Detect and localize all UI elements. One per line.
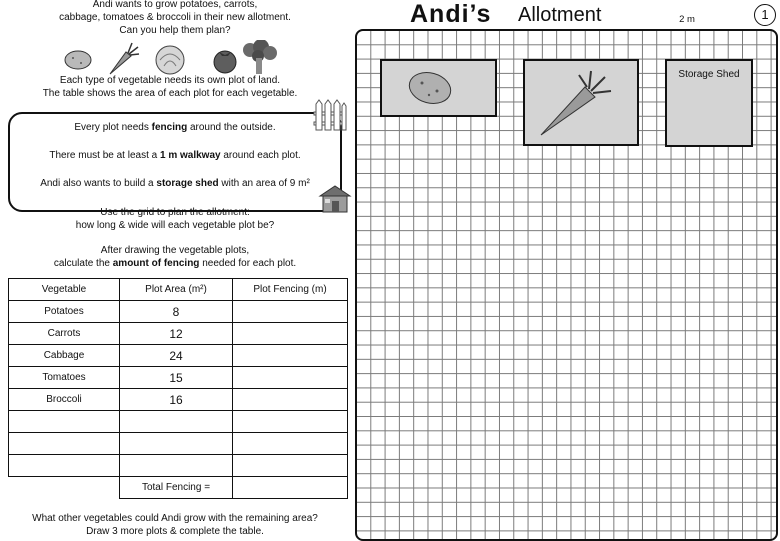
table-row	[9, 301, 348, 323]
page-title-name: Andi’s	[410, 0, 492, 28]
info-line-1: Each type of vegetable needs its own plot of land.	[59, 75, 281, 86]
intro-line-3: Can you help them plan?	[119, 25, 231, 36]
table-row	[9, 367, 348, 389]
cell-vegetable: Carrots	[9, 323, 120, 345]
cell-fencing-input[interactable]	[233, 367, 348, 389]
closing-line-1: What other vegetables could Andi grow with the remaining area?	[32, 513, 318, 524]
intro-line-1: Andi wants to grow potatoes, carrots,	[92, 0, 258, 10]
vegetable-icons	[60, 40, 300, 76]
rule-shed-post: with an area of 9 m²	[218, 178, 310, 189]
cell-vegetable: Broccoli	[9, 389, 120, 411]
total-fencing-label: Total Fencing =	[120, 477, 233, 499]
total-fencing-input[interactable]	[233, 477, 348, 499]
vegetable-table	[8, 278, 348, 499]
rule-fencing-post: around the outside.	[187, 122, 276, 133]
potato-plot[interactable]	[380, 59, 497, 117]
potato-icon	[382, 61, 495, 115]
cell-vegetable: Potatoes	[9, 301, 120, 323]
cell-area-input[interactable]	[120, 411, 233, 433]
cell-fencing-input[interactable]	[233, 433, 348, 455]
header-plot-fencing: Plot Fencing (m)	[233, 279, 348, 301]
cell-area: 15	[120, 367, 233, 389]
rule-walkway-pre: There must be at least a	[49, 150, 160, 161]
cell-fencing-input[interactable]	[233, 345, 348, 367]
cell-fencing-input[interactable]	[233, 411, 348, 433]
fence-hint-bold: amount of fencing	[112, 258, 200, 269]
rules-box	[8, 112, 342, 212]
rule-walkway-bold: 1 m walkway	[159, 150, 221, 161]
intro-line-2: cabbage, tomatoes & broccoli in their new allotment.	[59, 12, 291, 23]
cell-area: 12	[120, 323, 233, 345]
rule-fencing	[10, 122, 340, 133]
grid-hint-line-2: how long & wide will each vegetable plot be?	[75, 220, 275, 231]
cell-vegetable: Tomatoes	[9, 367, 120, 389]
tomato-icon	[214, 51, 236, 73]
carrot-icon	[110, 43, 139, 74]
carrot-icon	[525, 61, 637, 144]
cabbage-icon	[156, 46, 184, 74]
rule-shed-pre: Andi also wants to build a	[40, 178, 157, 189]
fence-icon	[312, 98, 348, 137]
cell-vegetable: Cabbage	[9, 345, 120, 367]
cell-vegetable-input[interactable]	[9, 411, 120, 433]
page-title-word: Allotment	[518, 4, 602, 26]
rule-fencing-pre: Every plot needs	[74, 122, 152, 133]
scale-label: 2 m	[679, 14, 695, 25]
rule-fencing-bold: fencing	[151, 122, 188, 133]
intro-text	[10, 0, 340, 37]
info-text	[10, 74, 330, 100]
carrot-plot[interactable]	[523, 59, 639, 146]
closing-line-2: Draw 3 more plots & complete the table.	[86, 526, 264, 537]
cell-area: 16	[120, 389, 233, 411]
broccoli-icon	[243, 40, 277, 74]
header-plot-area: Plot Area (m²)	[120, 279, 233, 301]
allotment-grid[interactable]	[355, 29, 778, 541]
cell-area: 8	[120, 301, 233, 323]
table-row-blank	[9, 411, 348, 433]
fence-hint	[10, 244, 340, 270]
cell-fencing-input[interactable]	[233, 323, 348, 345]
cell-vegetable-input[interactable]	[9, 455, 120, 477]
fence-hint-pre: calculate the	[53, 258, 113, 269]
table-row	[9, 389, 348, 411]
storage-shed-plot[interactable]	[665, 59, 753, 147]
fence-hint-post: needed for each plot.	[199, 258, 297, 269]
rule-walkway	[10, 150, 340, 161]
table-row-blank	[9, 455, 348, 477]
rule-shed	[10, 178, 340, 189]
header-vegetable: Vegetable	[9, 279, 120, 301]
table-row	[9, 323, 348, 345]
cell-area-input[interactable]	[120, 455, 233, 477]
cell-fencing-input[interactable]	[233, 301, 348, 323]
fence-hint-line-2	[10, 257, 340, 270]
table-row-blank	[9, 433, 348, 455]
cell-area-input[interactable]	[120, 433, 233, 455]
cell-fencing-input[interactable]	[233, 455, 348, 477]
grid-hint	[10, 206, 340, 232]
table-total-row	[9, 477, 348, 499]
closing-text	[10, 512, 340, 538]
rule-shed-bold: storage shed	[156, 178, 219, 189]
fence-hint-line-1: After drawing the vegetable plots,	[100, 245, 250, 256]
cell-vegetable-input[interactable]	[9, 433, 120, 455]
cell-fencing-input[interactable]	[233, 389, 348, 411]
storage-shed-label: Storage Shed	[678, 69, 740, 80]
page-number: 1	[754, 4, 776, 26]
potato-icon	[65, 51, 91, 69]
table-header-row	[9, 279, 348, 301]
rule-walkway-post: around each plot.	[220, 150, 301, 161]
cell-area: 24	[120, 345, 233, 367]
total-spacer	[9, 477, 120, 499]
table-row	[9, 345, 348, 367]
info-line-2: The table shows the area of each plot for each vegetable.	[42, 88, 298, 99]
grid-hint-line-1: Use the grid to plan the allotment:	[100, 207, 250, 218]
